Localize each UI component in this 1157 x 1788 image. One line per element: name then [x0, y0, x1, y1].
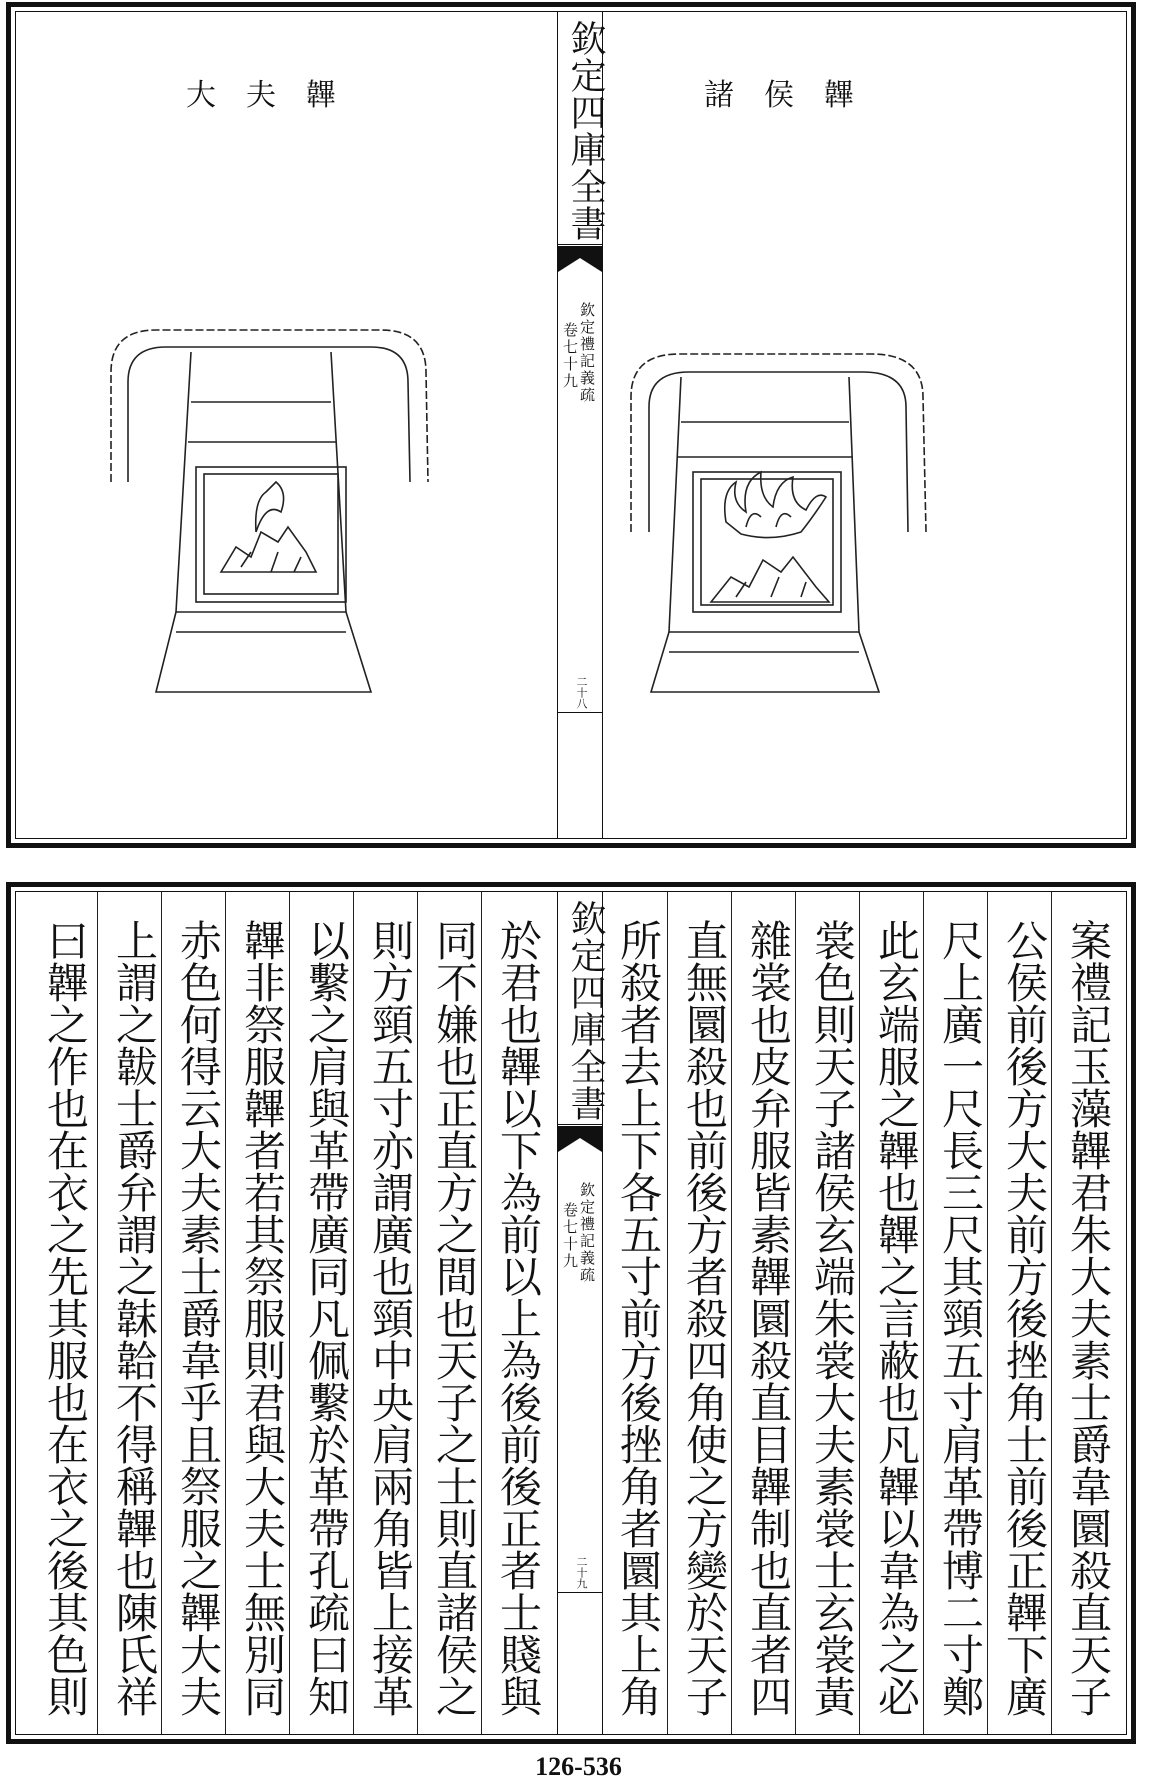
bottom-spine-title: 欽定四庫全書 [565, 900, 606, 1122]
text-column-10: 同不嫌也正直方之間也天子之士則直諸侯之 [430, 919, 479, 1717]
top-spine-volume: 卷七十九 [561, 322, 579, 390]
text-column-9: 於君也韠以下為前以上為後前後正者士賤與 [494, 919, 543, 1717]
bottom-spine-book-title: 欽定禮記義疏 [578, 1182, 596, 1284]
text-column-7: 直無圜殺也前後方者殺四角使之方變於天子 [680, 919, 729, 1717]
bottom-spine [557, 892, 606, 1734]
text-column-13: 韠非祭服韠者若其祭服則君與大夫士無別同 [238, 919, 287, 1717]
text-column-5: 裳色則天子諸侯玄端朱裳大夫素裳士玄裳黃 [808, 919, 857, 1717]
top-spine-book-title: 欽定禮記義疏 [578, 302, 596, 404]
top-page [6, 2, 1136, 848]
text-column-11: 則方頸五寸亦謂廣也頸中央肩兩角皆上接革 [366, 919, 415, 1717]
text-column-16: 曰韠之作也在衣之先其服也在衣之後其色則 [41, 919, 90, 1717]
top-spine-title: 欽定四庫全書 [565, 20, 606, 242]
bottom-spine-bottom-line [558, 1592, 602, 1593]
text-column-6: 雜裳也皮弁服皆素韠圜殺直目韠制也直者四 [744, 919, 793, 1717]
text-column-1: 案禮記玉藻韠君朱大夫素士爵韋圜殺直天子 [1064, 919, 1113, 1717]
top-spine [557, 12, 606, 838]
top-page-inner-border [15, 11, 1127, 839]
daifu-bi-drawing [16, 12, 556, 812]
right-illustration-caption: 諸侯韠 [704, 78, 884, 113]
top-spine-fishtail [558, 246, 602, 272]
column-rule [667, 892, 668, 1734]
text-column-8: 所殺者去上下各五寸前方後挫角者圜其上角 [614, 919, 663, 1717]
bottom-spine-fishtail [558, 1126, 602, 1152]
zhuhou-bi-drawing [601, 12, 1141, 812]
bottom-spine-volume: 卷七十九 [561, 1202, 579, 1270]
text-column-2: 公侯前後方大夫前方後挫角士前後正韠下廣 [1000, 919, 1049, 1717]
page-number: 126-536 [535, 1752, 622, 1781]
top-spine-folio: 二十八 [575, 676, 588, 709]
text-column-4: 此玄端服之韠也韠之言蔽也凡韠以韋為之必 [872, 919, 921, 1717]
text-column-12: 以繫之肩與革帶廣同凡佩繫於革帶孔疏曰知 [302, 919, 351, 1717]
text-column-14: 赤色何得云大夫素士爵韋乎且祭服之韠大夫 [174, 919, 223, 1717]
text-column-3: 尺上廣一尺長三尺其頸五寸肩革帶博二寸鄭 [936, 919, 985, 1717]
left-illustration-caption: 大夫韠 [186, 78, 366, 113]
text-column-15: 上謂之韍士爵弁謂之韎韐不得稱韠也陳氏祥 [110, 919, 159, 1717]
column-rule [97, 892, 98, 1734]
bottom-page-inner-border [15, 891, 1127, 1735]
bottom-spine-folio: 二十九 [575, 1556, 588, 1589]
bottom-spine-divider [558, 1124, 602, 1125]
bottom-page [6, 882, 1136, 1744]
top-spine-bottom-line [558, 712, 602, 713]
top-spine-divider [558, 244, 602, 245]
